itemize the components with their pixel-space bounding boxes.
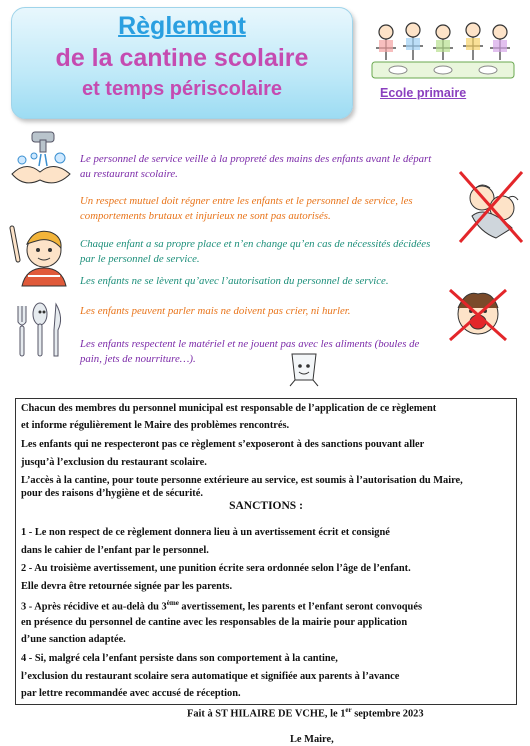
sanction-text: avertissement, les parents et l’enfant seront convoqués [178, 601, 422, 613]
fighting-children-forbidden-icon [456, 168, 526, 246]
notice-line: Les enfants qui ne respecteront pas ce règlement s’exposeront à des sanctions pouvant aller [21, 439, 425, 450]
title-box [11, 7, 353, 119]
sanction-line: par lettre recommandée avec accusé de réception. [21, 688, 241, 699]
rule-respect-food: Les enfants respectent le matériel et ne jouent pas avec les aliments (boules de pain, jets de nourriture…). [80, 338, 420, 365]
rule-permission-to-stand: Les enfants ne se lèvent qu’avec l’autorisation du personnel de service. [80, 275, 389, 287]
sanction-text: 3 - Après récidive et au-delà du 3 [21, 601, 167, 613]
children-at-table-illustration [368, 18, 518, 84]
sanction-line: Elle devra être retournée signée par les parents. [21, 581, 233, 592]
notice-line: L’accès à la cantine, pour toute personne extérieure au service, est soumis à l’autorisation du Maire, [21, 475, 463, 486]
notice-line: pour des raisons d’hygiène et de sécurité. [21, 488, 203, 499]
sanction-line: en présence du personnel de cantine avec les responsables de la mairie pour application [21, 617, 408, 628]
child-raising-hand-illustration [4, 220, 70, 288]
superscript: ème [166, 599, 179, 607]
title-line-1: Règlement [118, 12, 246, 40]
sanction-line: 1 - Le non respect de ce règlement donnera lieu à un avertissement écrit et consigné [21, 527, 390, 538]
rule-mutual-respect: Un respect mutuel doit régner entre les enfants et le personnel de service, les comportements brutaux et injurieux ne sont pas autorisés. [80, 195, 413, 222]
sanction-line: l’exclusion du restaurant scolaire sera automatique et signifiée aux parents à l’avance [21, 671, 400, 682]
notice-line: Chacun des membres du personnel municipal est responsable de l’application de ce règlement [21, 403, 437, 414]
title-line-3: et temps périscolaire [81, 78, 283, 100]
rule-own-place: Chaque enfant a sa propre place et n’en change qu’en cas de nécessités décidées par le personnel de service. [80, 238, 431, 265]
cutlery-illustration [8, 300, 70, 360]
rule-hand-washing: Le personnel de service veille à la propreté des mains des enfants avant le départ au restaurant scolaire. [80, 153, 432, 180]
rules-notice-box [15, 398, 517, 705]
signature-place-date [187, 706, 424, 719]
school-level-label: Ecole primaire [380, 86, 467, 100]
hand-washing-illustration [6, 130, 76, 192]
signature-text: septembre 2023 [351, 708, 424, 720]
notice-line: et informe régulièrement le Maire des problèmes rencontrés. [21, 420, 290, 431]
sanctions-heading: SANCTIONS : [229, 500, 303, 512]
sanction-line: dans le cahier de l’enfant par le personnel. [21, 545, 209, 556]
sanction-line: d’une sanction adaptée. [21, 634, 126, 645]
shouting-child-forbidden-icon [446, 286, 510, 344]
rule-no-shouting: Les enfants peuvent parler mais ne doivent pas crier, ni hurler. [80, 305, 351, 317]
signature-text: Fait à ST HILAIRE DE VCHE, le 1 [187, 708, 346, 720]
sanction-line: 2 - Au troisième avertissement, une punition écrite sera ordonnée selon l’âge de l’enfant. [21, 563, 411, 574]
superscript: er [345, 706, 352, 714]
sanction-line [21, 599, 422, 612]
sanction-line: 4 - Si, malgré cela l’enfant persiste dans son comportement à la cantine, [21, 653, 338, 664]
title-line-2: de la cantine scolaire [55, 44, 309, 72]
signature-mayor: Le Maire, [290, 734, 334, 745]
notice-line: jusqu’à l’exclusion du restaurant scolaire. [21, 457, 207, 468]
